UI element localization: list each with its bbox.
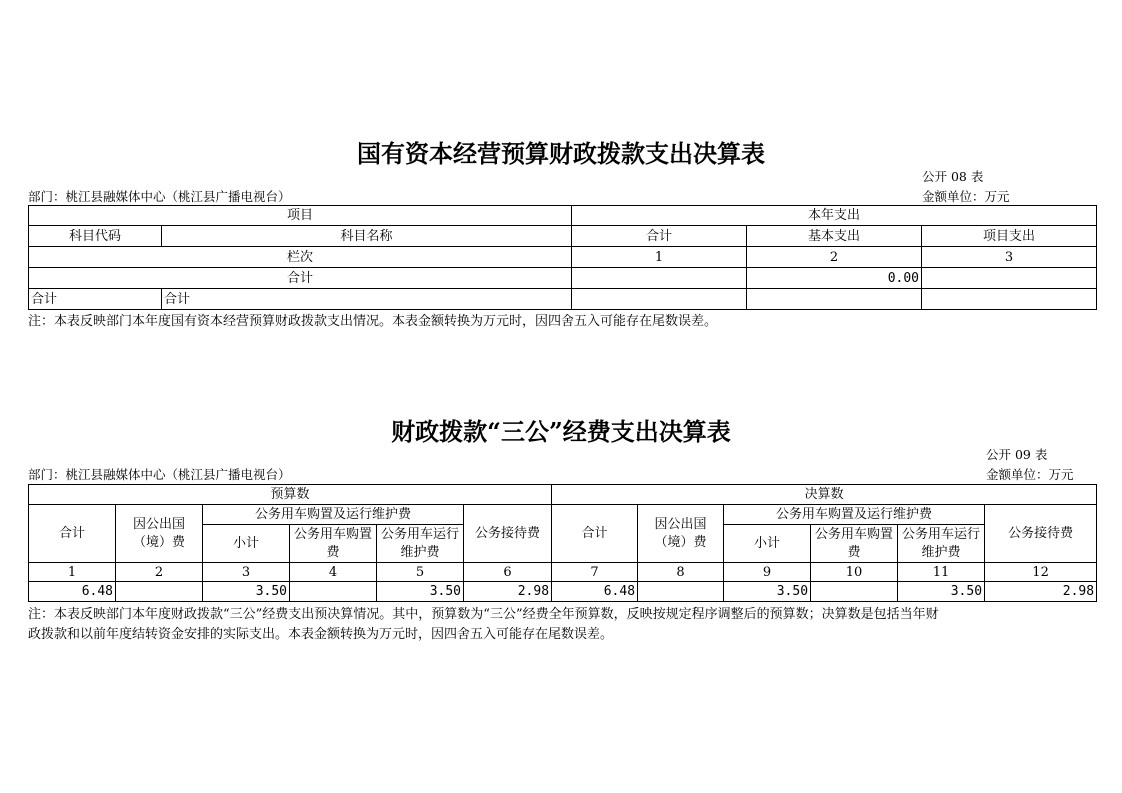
table1-unit: 金额单位：万元 xyxy=(922,189,1010,204)
col-num: 11 xyxy=(898,563,985,582)
table2-dept: 部门：桃江县融媒体中心（桃江县广播电视台） xyxy=(28,467,291,482)
col-num: 9 xyxy=(724,563,811,582)
sum-total-value xyxy=(572,268,747,289)
row-lanci-label: 栏次 xyxy=(29,247,572,268)
col-num: 1 xyxy=(29,563,116,582)
value-cell: 3.50 xyxy=(377,582,464,602)
col-num: 12 xyxy=(985,563,1097,582)
table1 xyxy=(28,205,1097,310)
col-num: 4 xyxy=(290,563,377,582)
value-cell xyxy=(290,582,377,602)
table2-unit: 金额单位：万元 xyxy=(986,467,1074,482)
budget-purchase-header: 公务用车购置费 xyxy=(290,525,377,563)
header-final: 决算数 xyxy=(552,485,1097,505)
table2-note-line2: 政拨款和以前年度结转资金安排的实际支出。本表金额转换为万元时，因四舍五入可能存在尾数误差。 xyxy=(28,627,614,642)
header-subject-code: 科目代码 xyxy=(29,226,162,247)
budget-operation-header: 公务用车运行维护费 xyxy=(377,525,464,563)
col-num: 6 xyxy=(464,563,552,582)
header-project: 项目 xyxy=(29,206,572,226)
table1-code: 公开 08 表 xyxy=(922,169,984,184)
col-num: 5 xyxy=(377,563,464,582)
value-cell: 3.50 xyxy=(898,582,985,602)
final-total-header: 合计 xyxy=(552,505,638,563)
value-cell xyxy=(811,582,898,602)
value-cell xyxy=(638,582,724,602)
value-cell xyxy=(116,582,203,602)
budget-total-header: 合计 xyxy=(29,505,116,563)
sum-item-value xyxy=(922,268,1097,289)
col-num: 10 xyxy=(811,563,898,582)
value-cell: 3.50 xyxy=(724,582,811,602)
value-cell: 3.50 xyxy=(203,582,290,602)
table2-code: 公开 09 表 xyxy=(986,447,1048,462)
col-num-2: 2 xyxy=(747,247,922,268)
final-subtotal-header: 小计 xyxy=(724,525,811,563)
final-purchase-header: 公务用车购置费 xyxy=(811,525,898,563)
row-basic-value xyxy=(747,289,922,310)
final-reception-header: 公务接待费 xyxy=(985,505,1097,563)
col-num-1: 1 xyxy=(572,247,747,268)
table2-title: 财政拨款“三公”经费支出决算表 xyxy=(391,417,731,446)
value-cell: 6.48 xyxy=(552,582,638,602)
table1-note: 注：本表反映部门本年度国有资本经营预算财政拨款支出情况。本表金额转换为万元时，因四舍五入可能存在尾数误差。 xyxy=(28,314,718,329)
final-operation-header: 公务用车运行维护费 xyxy=(898,525,985,563)
row-sum-label: 合计 xyxy=(29,268,572,289)
value-cell: 6.48 xyxy=(29,582,116,602)
table1-title: 国有资本经营预算财政拨款支出决算表 xyxy=(357,139,765,168)
col-num: 7 xyxy=(552,563,638,582)
header-item: 项目支出 xyxy=(922,226,1097,247)
row-item-value xyxy=(922,289,1097,310)
header-subject-name: 科目名称 xyxy=(162,226,572,247)
final-car-header: 公务用车购置及运行维护费 xyxy=(724,505,985,525)
col-num-3: 3 xyxy=(922,247,1097,268)
table2 xyxy=(28,484,1097,602)
table2-note-line1: 注：本表反映部门本年度财政拨款“三公”经费支出预决算情况。其中，预算数为“三公”经费全年预算数，反映按规定程序调整后的预算数；决算数是包括当年财 xyxy=(28,607,939,622)
row-name: 合计 xyxy=(162,289,572,310)
budget-reception-header: 公务接待费 xyxy=(464,505,552,563)
value-cell: 2.98 xyxy=(985,582,1097,602)
final-abroad-header: 因公出国（境）费 xyxy=(638,505,724,563)
budget-subtotal-header: 小计 xyxy=(203,525,290,563)
header-budget: 预算数 xyxy=(29,485,552,505)
col-num: 3 xyxy=(203,563,290,582)
budget-car-header: 公务用车购置及运行维护费 xyxy=(203,505,464,525)
col-num: 2 xyxy=(116,563,203,582)
sum-basic-value: 0.00 xyxy=(747,268,922,289)
row-total-value xyxy=(572,289,747,310)
table1-dept: 部门：桃江县融媒体中心（桃江县广播电视台） xyxy=(28,189,291,204)
header-current-year: 本年支出 xyxy=(572,206,1097,226)
row-code: 合计 xyxy=(29,289,162,310)
col-num: 8 xyxy=(638,563,724,582)
budget-abroad-header: 因公出国（境）费 xyxy=(116,505,203,563)
header-total: 合计 xyxy=(572,226,747,247)
header-basic: 基本支出 xyxy=(747,226,922,247)
value-cell: 2.98 xyxy=(464,582,552,602)
